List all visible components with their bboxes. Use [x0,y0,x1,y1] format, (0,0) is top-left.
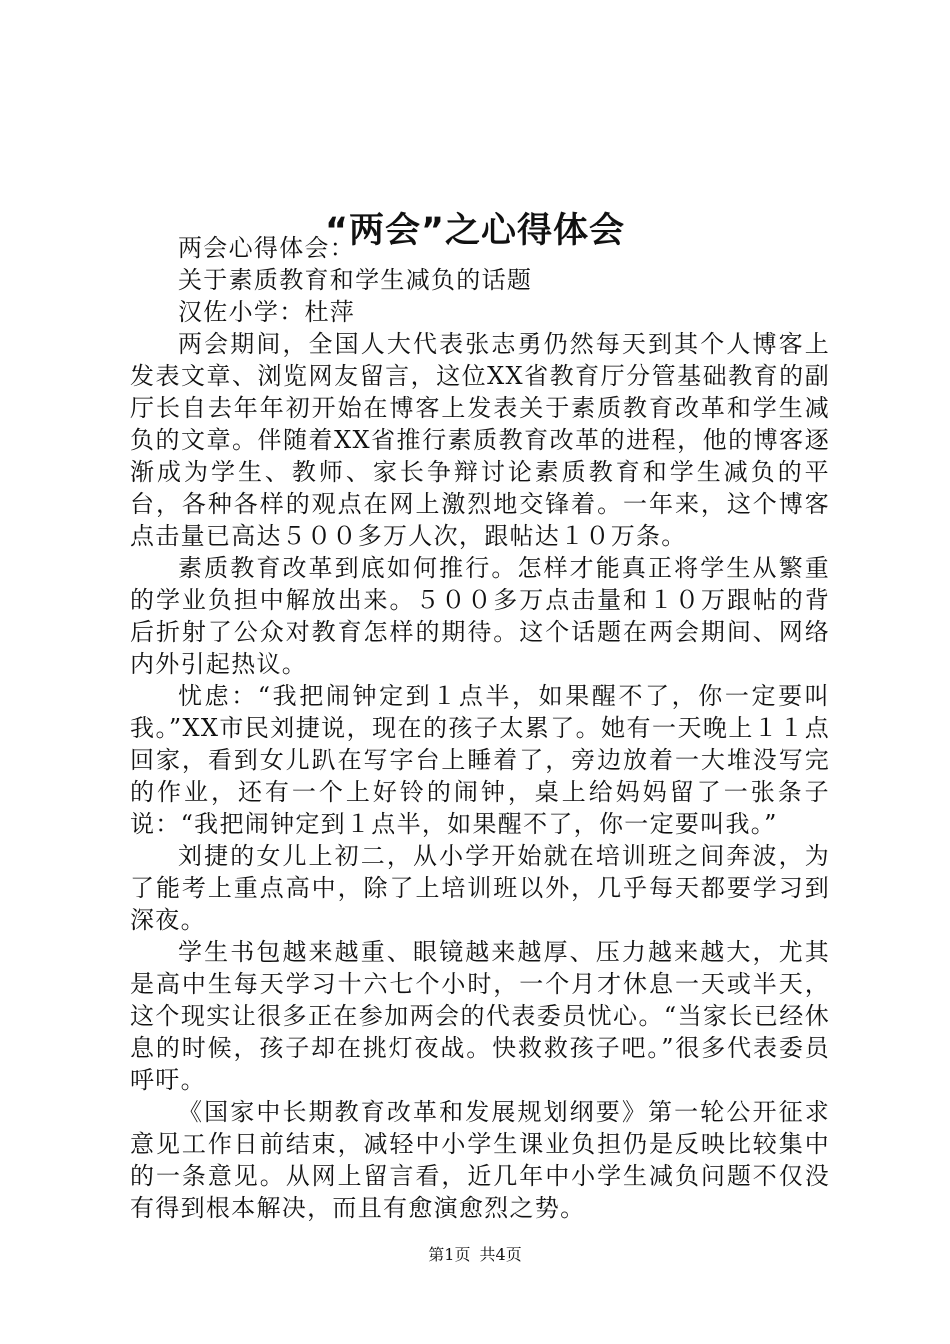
page-footer [0,1244,950,1266]
body-paragraph: 学生书包越来越重、眼镜越来越厚、压力越来越大，尤其是高中生每天学习十六七个小时，一个月才休息一天或半天，这个现实让很多正在参加两会的代表委员忧心。“当家长已经休息的时候，孩子却在挑灯夜战。快救救孩子吧。”很多代表委员呼吁。 [130,938,830,1094]
body-paragraph: 《国家中长期教育改革和发展规划纲要》第一轮公开征求意见工作日前结束，减轻中小学生课业负担仍是反映比较集中的一条意见。从网上留言看，近几年中小学生减负问题不仅没有得到根本解决，而且有愈演愈烈之势。 [130,1098,830,1222]
heading-line: 两会心得体会： [178,234,356,262]
document-body [130,232,830,1224]
body-paragraph: 两会期间，全国人大代表张志勇仍然每天到其个人博客上发表文章、浏览网友留言，这位XX省教育厅分管基础教育的副厅长自去年年初开始在博客上发表关于素质教育改革和学生减负的文章。伴随着XX省推行素质教育改革的进程，他的博客逐渐成为学生、教师、家长争辩讨论素质教育和学生减负的平台，各种各样的观点在网上激烈地交锋着。一年来，这个博客点击量已高达５００多万人次，跟帖达１０万条。 [130,330,830,550]
body-paragraph: 忧虑：“我把闹钟定到１点半，如果醒不了，你一定要叫我。”XX市民刘捷说，现在的孩子太累了。她有一天晚上１１点回家，看到女儿趴在写字台上睡着了，旁边放着一大堆没写完的作业，还有一个上好铃的闹钟，桌上给妈妈留了一张条子说：“我把闹钟定到１点半，如果醒不了，你一定要叫我。” [130,682,830,838]
subtitle-line: 关于素质教育和学生减负的话题 [178,266,533,294]
body-paragraph: 素质教育改革到底如何推行。怎样才能真正将学生从繁重的学业负担中解放出来。５００多万点击量和１０万跟帖的背后折射了公众对教育怎样的期待。这个话题在两会期间、网络内外引起热议。 [130,554,830,678]
page-number: 第1页 [428,1245,471,1264]
author-line: 汉佐小学：杜萍 [178,298,356,326]
body-paragraph: 刘捷的女儿上初二，从小学开始就在培训班之间奔波，为了能考上重点高中，除了上培训班以外，几乎每天都要学习到深夜。 [130,842,830,934]
document-title: “两会”之心得体会 [324,211,625,252]
page-total: 共4页 [479,1245,522,1264]
